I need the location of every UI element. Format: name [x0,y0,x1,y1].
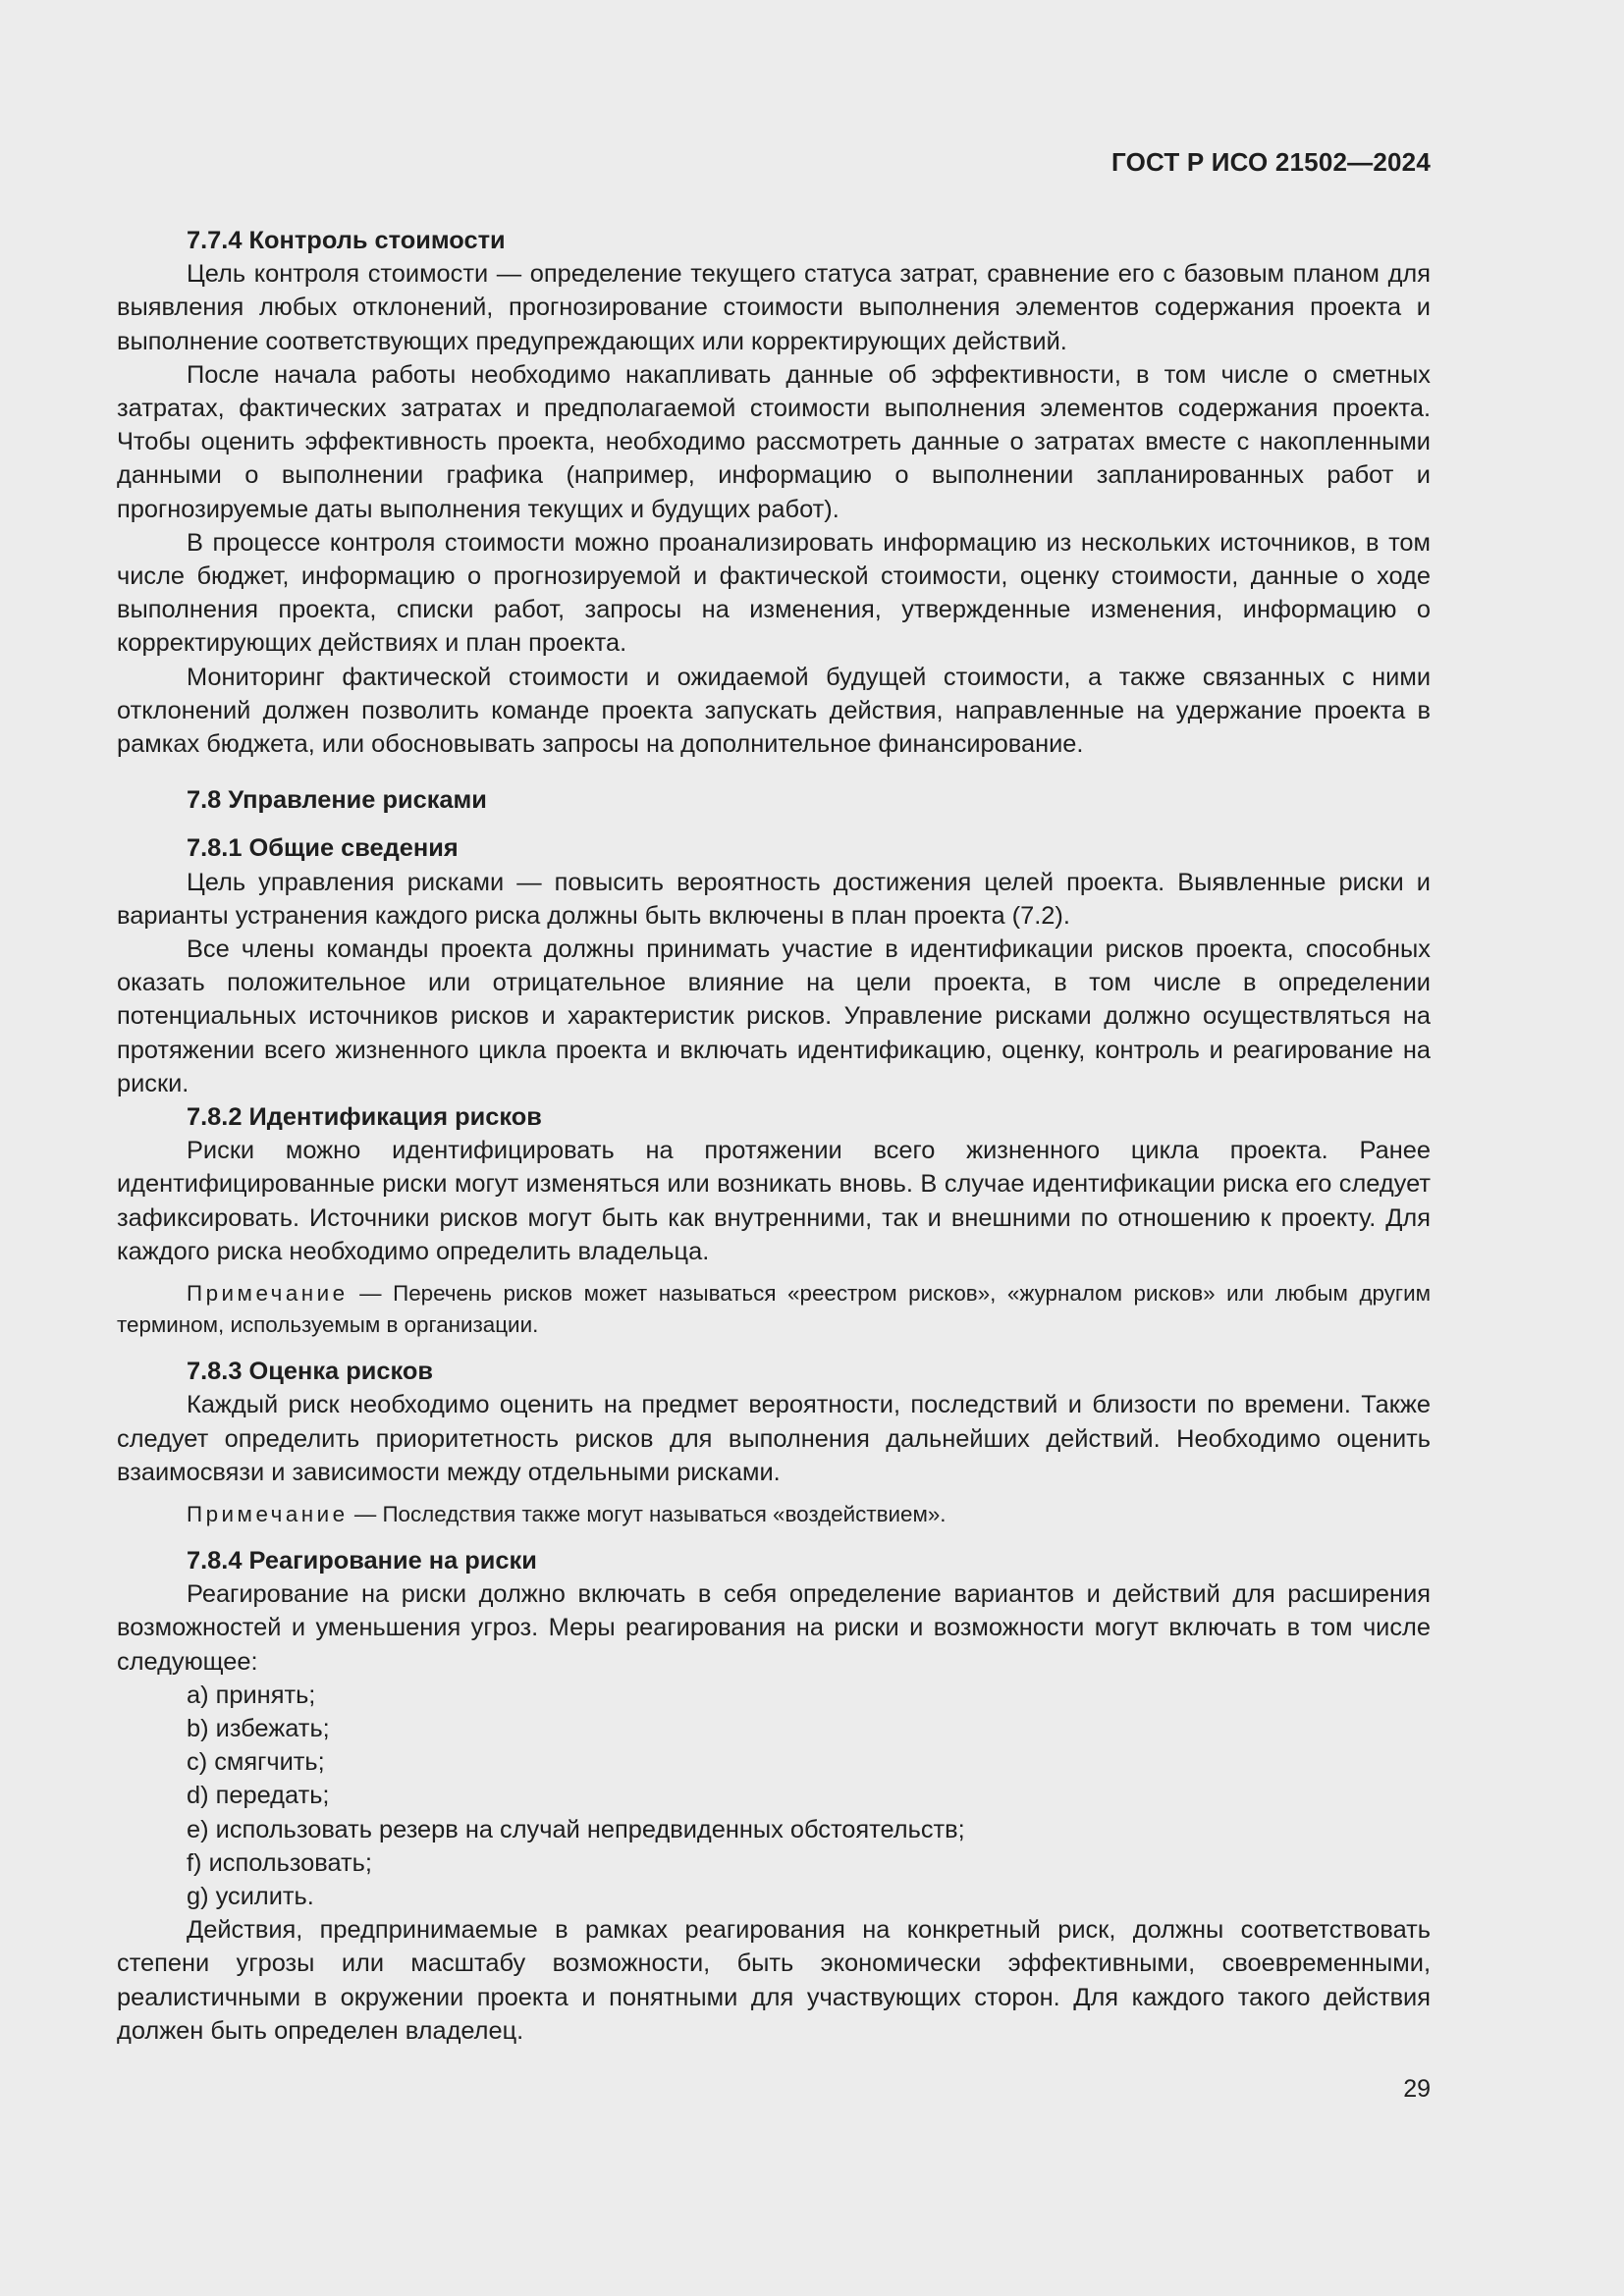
note-label: Примечание [187,1281,349,1307]
list-item: b) избежать; [187,1714,330,1742]
list-item: е) использовать резерв на случай непредвиденных обстоятельств; [187,1815,965,1843]
list-item: f) использовать; [187,1848,372,1877]
section-7-8-1-title: 7.8.1 Общие сведения [187,834,459,863]
paragraph: Действия, предпринимаемые в рамках реагирования на конкретный риск, должны соответствовать степени угрозы или масштабу возможности, быть экономически эффективными, своевременными, реалистичными в окружении проекта и понятными для участвующих сторон. Для каждого такого действия должен быть определен владелец. [117,1916,1431,2045]
paragraph: Цель контроля стоимости — определение текущего статуса затрат, сравнение его с базовым планом для выявления любых отклонений, прогнозирование стоимости выполнения элементов содержания проекта и выполнение соответствующих предупреждающих или корректирующих действий. [117,260,1431,355]
paragraph: После начала работы необходимо накапливать данные об эффективности, в том числе о сметных затратах, фактических затратах и предполагаемой стоимости выполнения элементов содержания проекта. Чтобы оценить эффективность проекта, необходимо рассмотреть данные о затратах вместе с накопленными данными о выполнении графика (например, информацию о выполнении запланированных работ и прогнозируемые даты выполнения текущих и будущих работ). [117,360,1431,523]
section-7-7-4-title: 7.7.4 Контроль стоимости [187,227,506,254]
paragraph: В процессе контроля стоимости можно проанализировать информацию из нескольких источников, в том числе бюджет, информацию о прогнозируемой и фактической стоимости, оценку стоимости, данные о ходе выполнения проекта, списки работ, запросы на изменения, утвержденные изменения, информацию о корректирующих действиях и план проекта. [117,528,1431,658]
paragraph: Мониторинг фактической стоимости и ожидаемой будущей стоимости, а также связанных с ними отклонений должен позволить команде проекта запускать действия, направленные на удержание проекта в рамках бюджета, или обосновывать запросы на дополнительное финансирование. [117,663,1431,759]
list-item: с) смягчить; [187,1748,325,1777]
note [117,1499,1431,1530]
paragraph: Риски можно идентифицировать на протяжении всего жизненного цикла проекта. Ранее идентифицированные риски могут изменяться или возникать вновь. В случае идентификации риска его следует зафиксировать. Источники рисков могут быть как внутренними, так и внешними по отношению к проекту. Для каждого риска необходимо определить владельца. [117,1137,1431,1265]
section-7-8-4-title: 7.8.4 Реагирование на риски [187,1546,537,1575]
paragraph: Цель управления рисками — повысить вероятность достижения целей проекта. Выявленные риски и варианты устранения каждого риска должны быть включены в план проекта (7.2). [117,868,1431,930]
document-body [117,224,1431,2048]
note-text: — Последствия также могут называться «воздействием». [348,1501,947,1526]
page-number: 29 [1403,2075,1431,2103]
section-7-8-2-title: 7.8.2 Идентификация рисков [187,1103,542,1132]
paragraph: Реагирование на риски должно включать в себя определение вариантов и действий для расширения возможностей и уменьшения угроз. Меры реагирования на риски и возможности могут включать в том числе следующее: [117,1580,1431,1676]
paragraph: Каждый риск необходимо оценить на предмет вероятности, последствий и близости по времени. Также следует определить приоритетность рисков для выполнения дальнейших действий. Необходимо оценить взаимосвязи и зависимости между отдельными рисками. [117,1391,1431,1486]
note-text: — Перечень рисков может называться «реестром рисков», «журналом рисков» или любым другим термином, используемым в организации. [117,1281,1431,1338]
list-item: а) принять; [187,1681,316,1709]
list-item: d) передать; [187,1782,330,1810]
section-7-8-title: 7.8 Управление рисками [187,786,487,815]
list-item: g) усилить. [187,1882,314,1910]
document-header: ГОСТ Р ИСО 21502—2024 [1110,147,1431,177]
paragraph: Все члены команды проекта должны принимать участие в идентификации рисков проекта, способных оказать положительное или отрицательное влияние на цели проекта, в том числе в определении потенциальных источников рисков и характеристик рисков. Управление рисками должно осуществляться на протяжении всего жизненного цикла проекта и включать идентификацию, оценку, контроль и реагирование на риски. [117,935,1431,1097]
section-7-8-3-title: 7.8.3 Оценка рисков [187,1358,433,1386]
note-label: Примечание [187,1501,349,1526]
note [117,1278,1431,1341]
